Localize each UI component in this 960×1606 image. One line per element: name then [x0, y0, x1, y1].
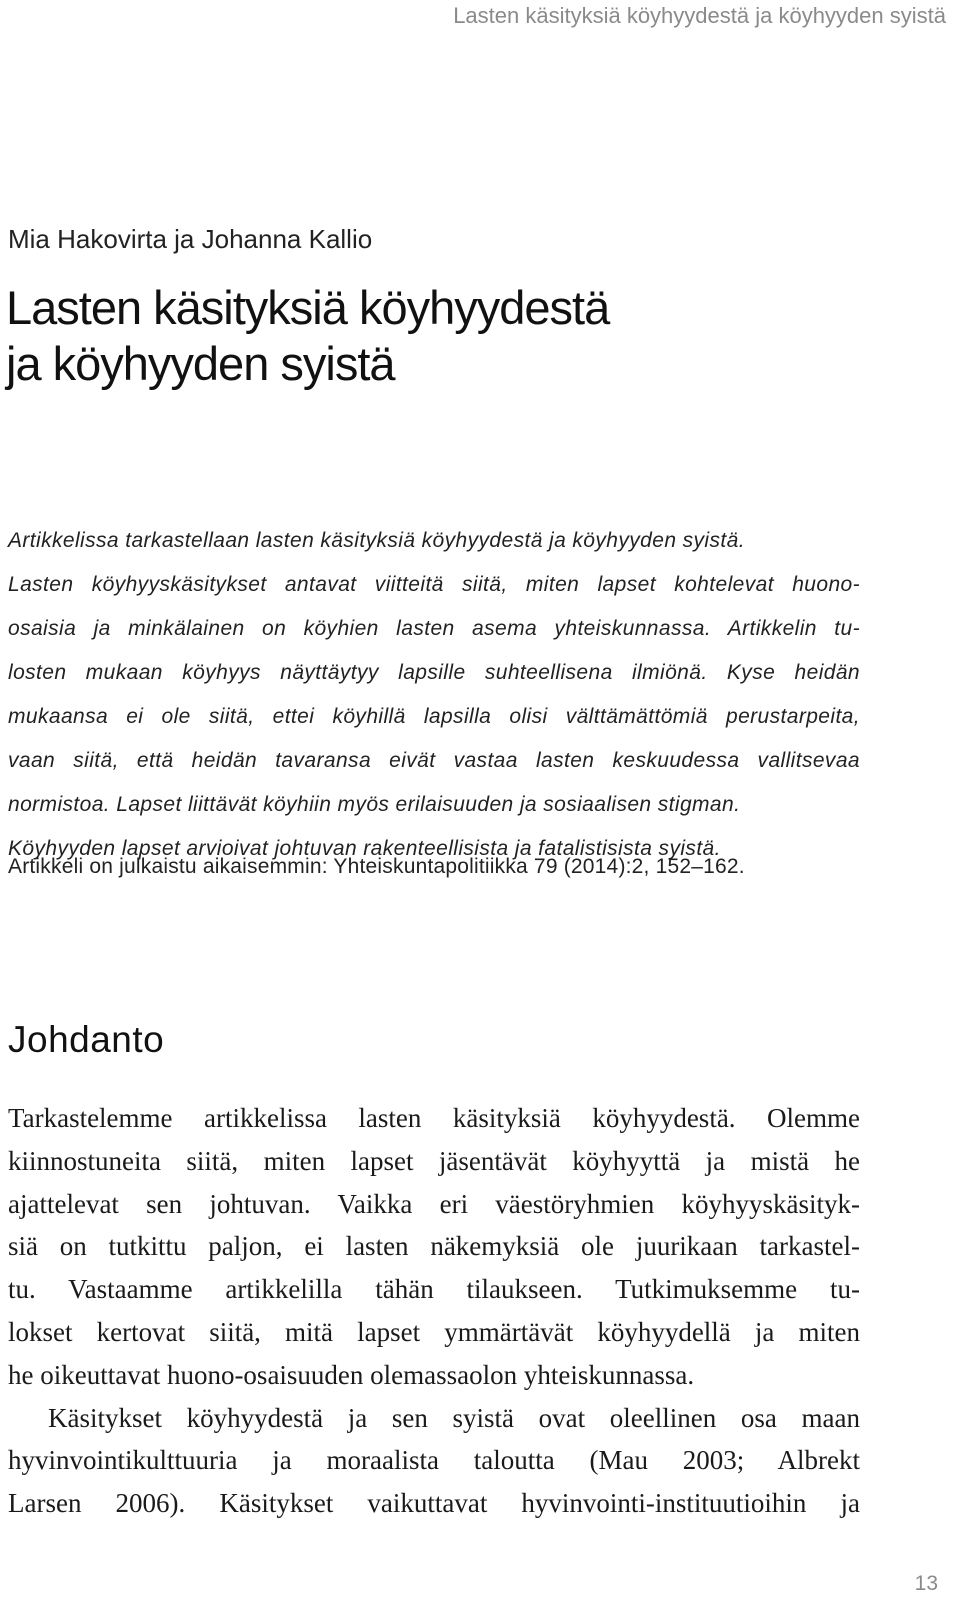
abstract-line: normistoa. Lapset liittävät köyhiin myös erilaisuuden ja sosiaalisen stigman. [8, 793, 741, 816]
abstract-line: Lasten köyhyyskäsitykset antavat viitteitä siitä, miten lapset kohtelevat huono- [8, 573, 860, 596]
abstract-line: Artikkelissa tarkastellaan lasten käsityksiä köyhyydestä ja köyhyyden syistä. [8, 529, 745, 552]
title-line: Lasten käsityksiä köyhyydestä [6, 281, 610, 334]
body-line: hyvinvointikulttuuria ja moraalista taloutta (Mau 2003; Albrekt [8, 1445, 860, 1476]
body-line: Larsen 2006). Käsitykset vaikuttavat hyvinvointi-instituutioihin ja [8, 1488, 860, 1519]
running-header: Lasten käsityksiä köyhyydestä ja köyhyyden syistä [453, 3, 946, 28]
publication-note: Artikkeli on julkaistu aikaisemmin: Yhteiskuntapolitiikka 79 (2014):2, 152–162. [8, 855, 745, 878]
article-authors: Mia Hakovirta ja Johanna Kallio [8, 224, 373, 254]
body-line: ajattelevat sen johtuvan. Vaikka eri väestöryhmien köyhyyskäsityk- [8, 1188, 860, 1219]
body-line: Tarkastelemme artikkelissa lasten käsityksiä köyhyydestä. Olemme [8, 1103, 860, 1133]
page-number: 13 [914, 1572, 938, 1595]
abstract-line: Köyhyyden lapset arvioivat johtuvan rakenteellisista ja fatalistisista syistä. [8, 837, 721, 860]
body-line: lokset kertovat siitä, mitä lapset ymmärtävät köyhyydellä ja miten [8, 1316, 860, 1347]
body-line: kiinnostuneita siitä, miten lapset jäsentävät köyhyyttä ja mistä he [8, 1145, 860, 1176]
article-title [6, 280, 609, 392]
title-line: ja köyhyyden syistä [6, 337, 395, 390]
body-line: tu. Vastaamme artikkelilla tähän tilaukseen. Tutkimuksemme tu- [8, 1274, 860, 1305]
abstract-line: mukaansa ei ole siitä, ettei köyhillä lapsilla olisi välttämättömiä perustarpeita, [8, 705, 860, 728]
abstract-line: losten mukaan köyhyys näyttäytyy lapsille suhteellisena ilmiönä. Kyse heidän [8, 661, 860, 684]
abstract-line: osaisia ja minkälainen on köyhien lasten asema yhteiskunnassa. Artikkelin tu- [8, 617, 860, 640]
body-line: Käsitykset köyhyydestä ja sen syistä ovat oleellinen osa maan [48, 1402, 860, 1433]
abstract-line: vaan siitä, että heidän tavaransa eivät vastaa lasten keskuudessa vallitsevaa [8, 749, 860, 772]
section-heading: Johdanto [8, 1019, 165, 1060]
body-text [8, 1097, 860, 1525]
body-line: he oikeuttavat huono-osaisuuden olemassaolon yhteiskunnassa. [8, 1359, 695, 1390]
article-abstract [8, 519, 860, 871]
body-line: siä on tutkittu paljon, ei lasten näkemyksiä ole juurikaan tarkastel- [8, 1231, 860, 1262]
